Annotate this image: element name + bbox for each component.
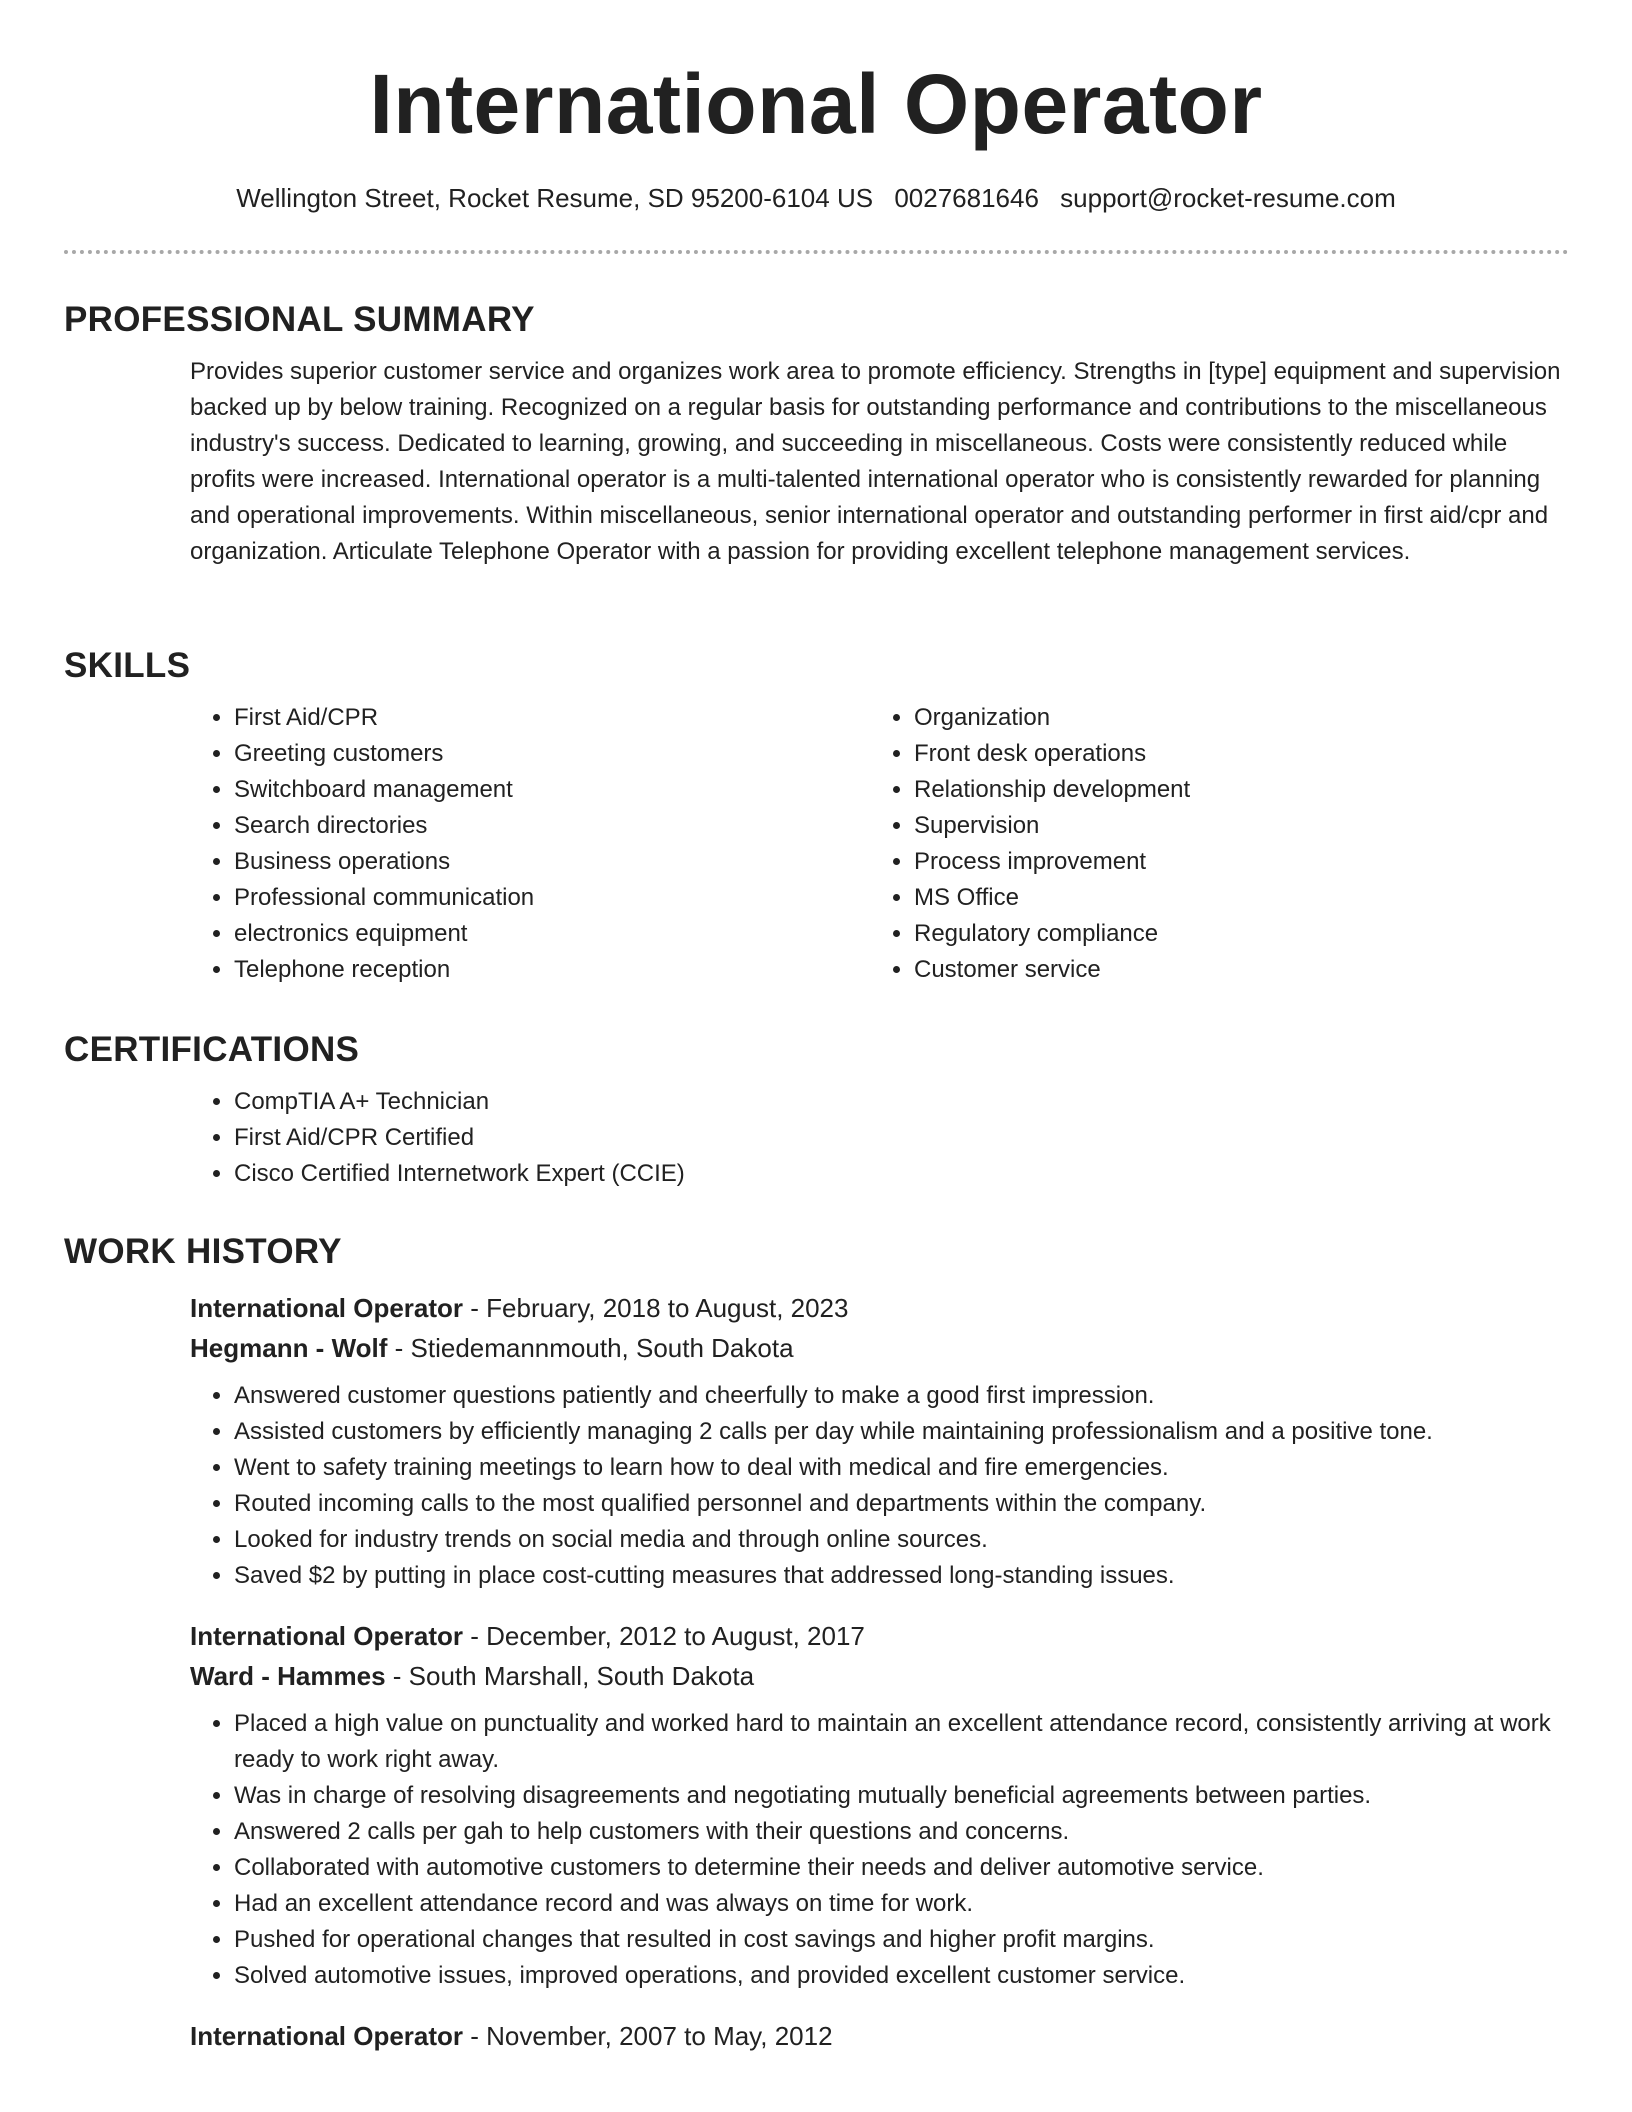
skill-item: • Switchboard management [234, 772, 870, 808]
certification-item: • First Aid/CPR Certified [234, 1120, 1569, 1156]
job-bullet: • Collaborated with automotive customers to determine their needs and deliver automotive service. [234, 1850, 1569, 1886]
skill-item: • Telephone reception [234, 952, 870, 988]
job-title-line [190, 1288, 1569, 1328]
skill-item: • Professional communication [234, 880, 870, 916]
skills-grid [190, 700, 1569, 988]
certification-item: • CompTIA A+ Technician [234, 1084, 1569, 1120]
job-company-line [190, 1328, 1569, 1368]
job-role: International Operator [190, 2021, 464, 2051]
section-title-summary: PROFESSIONAL SUMMARY [64, 300, 535, 339]
header-divider [64, 250, 1569, 254]
skill-item: • electronics equipment [234, 916, 870, 952]
job-entry [190, 1288, 1569, 1594]
job-bullet: • Routed incoming calls to the most qualified personnel and departments within the company. [234, 1486, 1569, 1522]
job-role: International Operator [190, 1293, 464, 1323]
job-bullet: • Pushed for operational changes that resulted in cost savings and higher profit margins. [234, 1922, 1569, 1958]
job-dates: - February, 2018 to August, 2023 [463, 1293, 849, 1323]
job-bullet: • Answered customer questions patiently and cheerfully to make a good first impression. [234, 1378, 1569, 1414]
skill-item: • Customer service [914, 952, 1550, 988]
job-company: Hegmann - Wolf [190, 1333, 388, 1363]
skill-item: • Greeting customers [234, 736, 870, 772]
certification-item: • Cisco Certified Internetwork Expert (CCIE) [234, 1156, 1569, 1192]
job-company-line [190, 1656, 1569, 1696]
contact-email: support@rocket-resume.com [1060, 183, 1396, 213]
skill-item: • Supervision [914, 808, 1550, 844]
job-dates: - November, 2007 to May, 2012 [463, 2021, 833, 2051]
job-bullet: • Saved $2 by putting in place cost-cutting measures that addressed long-standing issues. [234, 1558, 1569, 1594]
job-location: - South Marshall, South Dakota [385, 1661, 755, 1691]
job-title-line [190, 2016, 1569, 2056]
job-entry [190, 1616, 1569, 1994]
job-bullet: • Assisted customers by efficiently managing 2 calls per day while maintaining professionalism and a positive tone. [234, 1414, 1569, 1450]
skill-item: • Business operations [234, 844, 870, 880]
skill-item: • Relationship development [914, 772, 1550, 808]
section-title-skills: SKILLS [64, 646, 191, 685]
job-bullet: • Placed a high value on punctuality and worked hard to maintain an excellent attendance record, consistently arriving at work ready to work right away. [234, 1706, 1569, 1778]
skill-item: • Process improvement [914, 844, 1550, 880]
contact-line [0, 180, 1632, 216]
job-bullet: • Was in charge of resolving disagreements and negotiating mutually beneficial agreements between parties. [234, 1778, 1569, 1814]
job-title-line [190, 1616, 1569, 1656]
section-work-history [64, 1230, 1569, 2078]
contact-phone: 0027681646 [894, 183, 1039, 213]
skill-item: • Search directories [234, 808, 870, 844]
summary-text: Provides superior customer service and organizes work area to promote efficiency. Strengths in [type] equipment and supervision backed up by below training. Recognized on a regular basis for outstanding performance and contributions to the miscellaneous industry's success. Dedicated to learning, growing, and succeeding in miscellaneous. Costs were consistently reduced while profits were increased. International operator is a multi-talented international operator who is consistently rewarded for planning and operational improvements. Within miscellaneous, senior international operator and outstanding performer in first aid/cpr and organization. Articulate Telephone Operator with a passion for providing excellent telephone management services. [190, 358, 1561, 565]
resume-name: International Operator [369, 57, 1263, 151]
skill-item: • Organization [914, 700, 1550, 736]
section-certifications [64, 1028, 1569, 1192]
job-bullet: • Answered 2 calls per gah to help customers with their questions and concerns. [234, 1814, 1569, 1850]
section-summary [64, 298, 1569, 570]
job-bullet: • Went to safety training meetings to learn how to deal with medical and fire emergencies. [234, 1450, 1569, 1486]
job-company: Ward - Hammes [190, 1661, 386, 1691]
section-title-work: WORK HISTORY [64, 1232, 342, 1271]
job-dates: - December, 2012 to August, 2017 [463, 1621, 865, 1651]
job-bullet: • Had an excellent attendance record and was always on time for work. [234, 1886, 1569, 1922]
skills-column-left [190, 700, 870, 988]
job-bullet: • Solved automotive issues, improved operations, and provided excellent customer service. [234, 1958, 1569, 1994]
skill-item: • First Aid/CPR [234, 700, 870, 736]
skill-item: • Regulatory compliance [914, 916, 1550, 952]
skills-column-right [870, 700, 1550, 988]
job-entry [190, 2016, 1569, 2056]
job-location: - Stiedemannmouth, South Dakota [387, 1333, 794, 1363]
skill-item: • MS Office [914, 880, 1550, 916]
section-skills [64, 644, 1569, 988]
job-role: International Operator [190, 1621, 464, 1651]
section-title-certifications: CERTIFICATIONS [64, 1030, 360, 1069]
job-bullet: • Looked for industry trends on social media and through online sources. [234, 1522, 1569, 1558]
skill-item: • Front desk operations [914, 736, 1550, 772]
contact-address: Wellington Street, Rocket Resume, SD 95200-6104 US [236, 183, 874, 213]
